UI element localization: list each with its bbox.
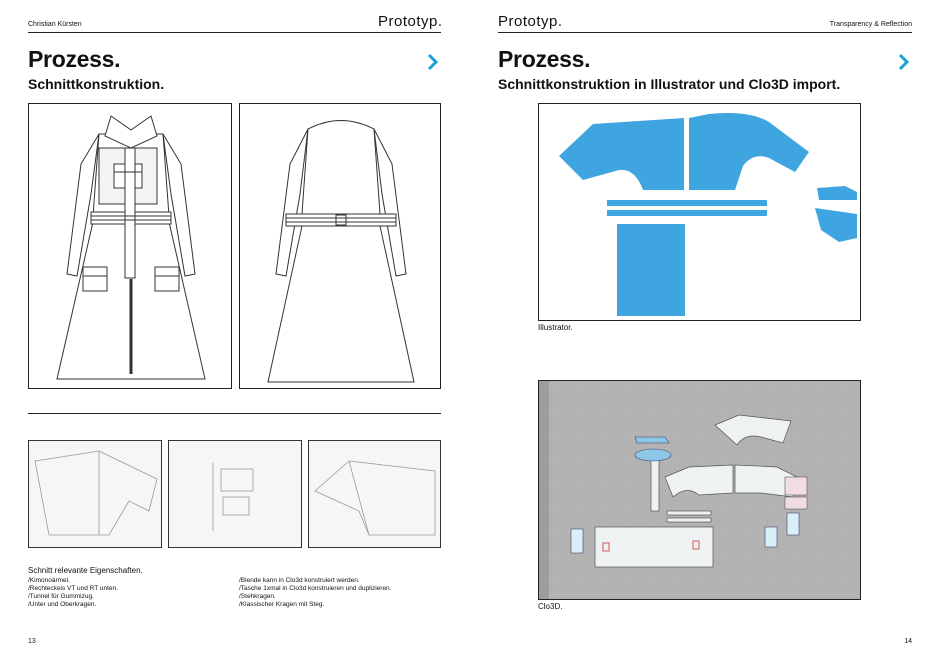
coat-front-drawing	[28, 103, 232, 389]
note-item: /Kimonoärmel.	[28, 577, 70, 584]
page-subtitle-left: Schnittkonstruktion.	[28, 76, 165, 92]
page-number-left: 13	[28, 638, 36, 645]
page-subtitle-right: Schnittkonstruktion in Illustrator und Clo3D import.	[498, 76, 841, 92]
page-title-right: Prozess.	[498, 46, 591, 72]
page-title-left: Prozess.	[28, 46, 121, 72]
illustrator-pattern-image	[538, 103, 861, 321]
page-number-right: 14	[904, 638, 912, 645]
clo3d-caption: Clo3D.	[538, 602, 563, 611]
section-divider	[28, 413, 441, 414]
pattern-sketch-1	[28, 440, 162, 548]
coat-back-drawing	[239, 103, 441, 389]
note-item: /Rechteckeis VT und RT unten.	[28, 585, 118, 592]
illustrator-caption: Illustrator.	[538, 323, 573, 332]
notes-column-2	[239, 577, 441, 609]
pattern-sketch-2	[168, 440, 302, 548]
author-name: Christian Kürsten	[28, 21, 82, 28]
header-right-label: Transparency & Reflection	[829, 21, 912, 28]
note-item: /Unter und Oberkragen.	[28, 601, 97, 608]
brand-label-right: Prototyp.	[498, 13, 563, 30]
note-item: /Stehkragen.	[239, 593, 276, 600]
note-item: /Tasche 1xmal in Clo3d konstruieren und duplizieren.	[239, 585, 392, 592]
notes-column-1	[28, 577, 228, 609]
chevron-right-icon[interactable]	[897, 53, 911, 71]
chevron-right-icon[interactable]	[426, 53, 440, 71]
pattern-sketch-3	[308, 440, 441, 548]
brand-label-left: Prototyp.	[378, 13, 443, 30]
notes-heading: Schnitt relevante Eigenschaften.	[28, 566, 143, 575]
clo3d-screenshot	[538, 380, 861, 600]
note-item: /Klassischer Kragen mit Steg.	[239, 601, 325, 608]
header-rule-right	[498, 32, 912, 33]
note-item: /Tunnel für Gummizug.	[28, 593, 94, 600]
note-item: /Blende kann in Clo3d konstruiert werden.	[239, 577, 360, 584]
header-rule-left	[28, 32, 441, 33]
